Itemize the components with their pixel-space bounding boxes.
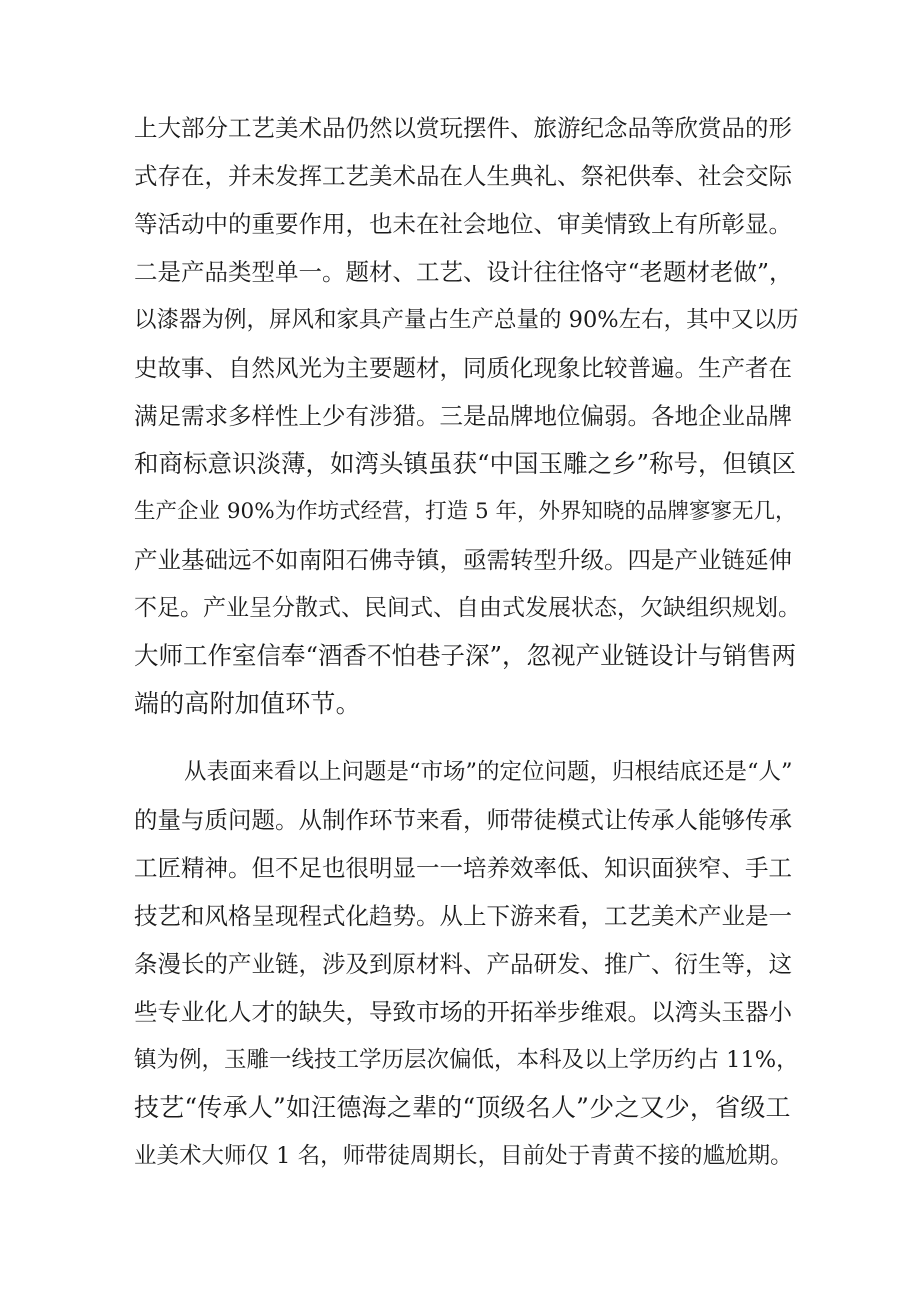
text-line: 史故事、自然风光为主要题材，同质化现象比较普遍。生产者在 (134, 354, 792, 382)
text-line: 生产企业 90%为作坊式经营，打造 5 年，外界知晓的品牌寥寥无几， (134, 499, 797, 524)
text-line: 端的高附加值环节。 (134, 689, 361, 718)
text-line: 镇为例，玉雕一线技工学历层次偏低，本科及以上学历约占 11%， (134, 1047, 799, 1073)
text-line: 大师工作室信奉“酒香不怕巷子深”，忽视产业链设计与销售两 (134, 641, 797, 670)
text-line: 上大部分工艺美术品仍然以赏玩摆件、旅游纪念品等欣赏品的形 (134, 114, 792, 142)
text-line: 和商标意识淡薄，如湾头镇虽获“中国玉雕之乡”称号，但镇区 (134, 449, 797, 478)
text-line: 技艺“传承人”如汪德海之辈的“顶级名人”少之又少，省级工 (134, 1093, 791, 1122)
text-line: 满足需求多样性上少有涉猎。三是品牌地位偏弱。各地企业品牌 (134, 402, 792, 430)
text-line: 条漫长的产业链，涉及到原材料、产品研发、推广、衍生等，这 (134, 950, 792, 978)
text-line: 式存在，并未发挥工艺美术品在人生典礼、祭祀供奉、社会交际 (134, 162, 792, 190)
text-line: 以漆器为例，屏风和家具产量占生产总量的 90%左右，其中又以历 (134, 307, 799, 333)
text-line: 不足。产业呈分散式、民间式、自由式发展状态，欠缺组织规划。 (134, 595, 801, 621)
text-line: 业美术大师仅 1 名，师带徒周期长，目前处于青黄不接的尴尬期。 (134, 1143, 793, 1169)
text-line: 二是产品类型单一。题材、工艺、设计往往恪守“老题材老做”， (134, 258, 793, 286)
text-line: 的量与质问题。从制作环节来看，师带徒模式让传承人能够传承 (134, 806, 792, 834)
text-line: 些专业化人才的缺失，导致市场的开拓举步维艰。以湾头玉器小 (134, 998, 792, 1026)
text-line: 工匠精神。但不足也很明显一一培养效率低、知识面狭窄、手工 (134, 854, 792, 882)
text-line: 从表面来看以上问题是“市场”的定位问题，归根结底还是“人” (184, 759, 793, 785)
text-line: 等活动中的重要作用，也未在社会地位、审美情致上有所彰显。 (134, 210, 792, 238)
text-line: 技艺和风格呈现程式化趋势。从上下游来看，工艺美术产业是一 (134, 902, 792, 930)
text-line: 产业基础远不如南阳石佛寺镇，亟需转型升级。四是产业链延伸 (134, 546, 792, 574)
